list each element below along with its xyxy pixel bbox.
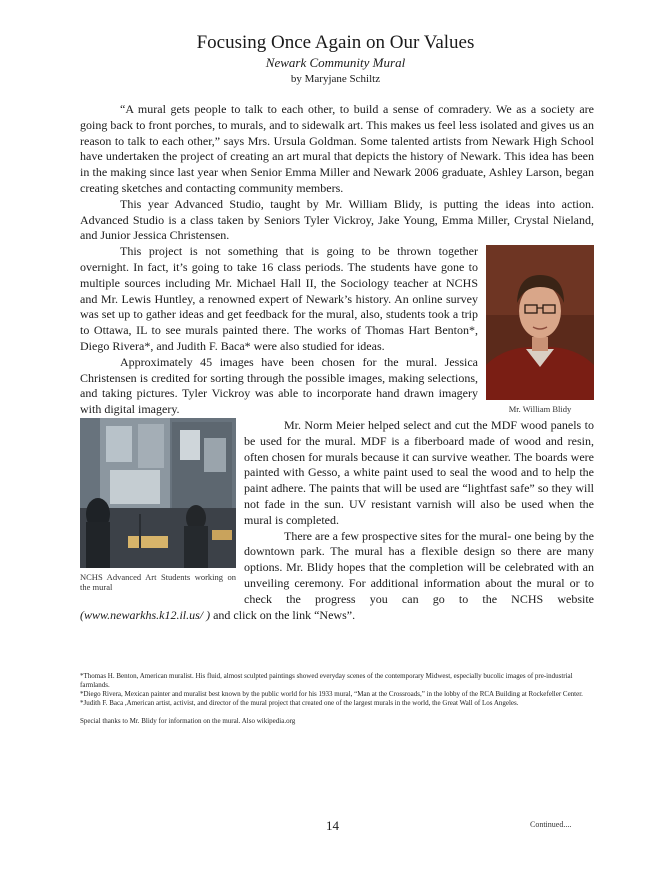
paragraph-6-tail: and click on the link “News”. [210, 607, 356, 622]
paragraph-3: This project is not something that is going to be thrown together overnight. In fact, it’s going to take 16 class periods. The students have gone to multiple sources including Mr. Michael Hall II, the Sociology teacher at NCHS and Mr. Lewis Huntley, a renowned expert of Newark’s history. An online survey was set up to gather ideas and get feedback for the mural, also, students took a trip to Ottawa, IL to see murals painted there. The works of Thomas Hart Benton*, Diego Rivera*, and Judith F. Baca* were also studied for ideas. [80, 244, 478, 353]
continued-note: Continued.... [530, 820, 572, 829]
students-working-photo [80, 418, 236, 568]
footnote-baca: *Judith F. Baca ,American artist, activist, and director of the mural project that created one of the largest murals in the world, the Great Wall of Los Angeles. [80, 699, 519, 707]
students-photo-caption: NCHS Advanced Art Students working on the mural [80, 571, 236, 592]
paragraph-4: Approximately 45 images have been chosen for the mural. Jessica Christensen is credited for sorting through the possible images, making selections, and taking pictures. Tyler Vickroy was able to incorporate hand drawn imagery with digital imagery. [80, 354, 478, 417]
footnote-benton: *Thomas H. Benton, American muralist. His fluid, almost sculpted paintings showed everyday scenes of the contemporary Midwest, especially bucolic images of pre-industrial farmlands. [80, 672, 573, 689]
paragraph-1: “A mural gets people to talk to each other, to build a sense of comradery. We as a society are going back to front porches, to murals, and to sidewalk art. This makes us feel less isolated and gives us an reason to talk to each other,” says Mrs. Ursula Goldman. Some talented artists from Newark High School have undertaken the project of creating an art mural that depicts the history of Newark. This idea has been in the making since last year when Senior Emma Miller and Newark 2006 graduate, Ashley Larson, began creating sketches and contacting community members. [80, 102, 594, 195]
footnotes [80, 672, 594, 726]
nchs-website-link[interactable]: (www.newarkhs.k12.il.us/ ) [80, 607, 211, 622]
blidy-portrait-photo [486, 245, 594, 400]
article-body [80, 102, 594, 623]
article-byline: by Maryjane Schiltz [290, 73, 381, 85]
acknowledgement: Special thanks to Mr. Blidy for information on the mural. Also wikipedia.org [80, 717, 296, 725]
students-photo-figure [80, 418, 236, 592]
page-number: 14 [326, 818, 339, 833]
paragraph-6-text: There are a few prospective sites for the mural- one being by the downtown park. The mural has a flexible design so there are many options. Mr. Blidy hopes that the completion will be celebrated with an unveiling ceremony. For additional information about the mural or to check the progress you can go to the NCHS website [244, 528, 594, 606]
blidy-photo-caption: Mr. William Blidy [508, 404, 572, 415]
paragraph-2: This year Advanced Studio, taught by Mr. William Blidy, is putting the ideas into action. Advanced Studio is a class taken by Seniors Tyler Vickroy, Jake Young, Emma Miller, Crystal Nieland, and Junior Jessica Christensen. [80, 196, 594, 243]
article-title: Focusing Once Again on Our Values [196, 32, 475, 53]
paragraph-5: Mr. Norm Meier helped select and cut the MDF wood panels to be used for the mural. MDF is a fiberboard made of wood and resin, often chosen for murals because it can survive weather. The boards were painted with Gesso, a white paint used to seal the wood and to help the paint adhere. The paints that will be used are “lightfast safe” so they will not fade in the sun. UV resistant varnish will also be used when the mural is completed. [244, 417, 594, 527]
footnote-rivera: *Diego Rivera, Mexican painter and muralist best known by the public world for his 1933 mural, “Man at the Crossroads,” in the lobby of the RCA Building at Rockefeller Center. [80, 690, 583, 698]
article-subtitle: Newark Community Mural [265, 55, 406, 70]
blidy-photo-figure [486, 245, 594, 414]
